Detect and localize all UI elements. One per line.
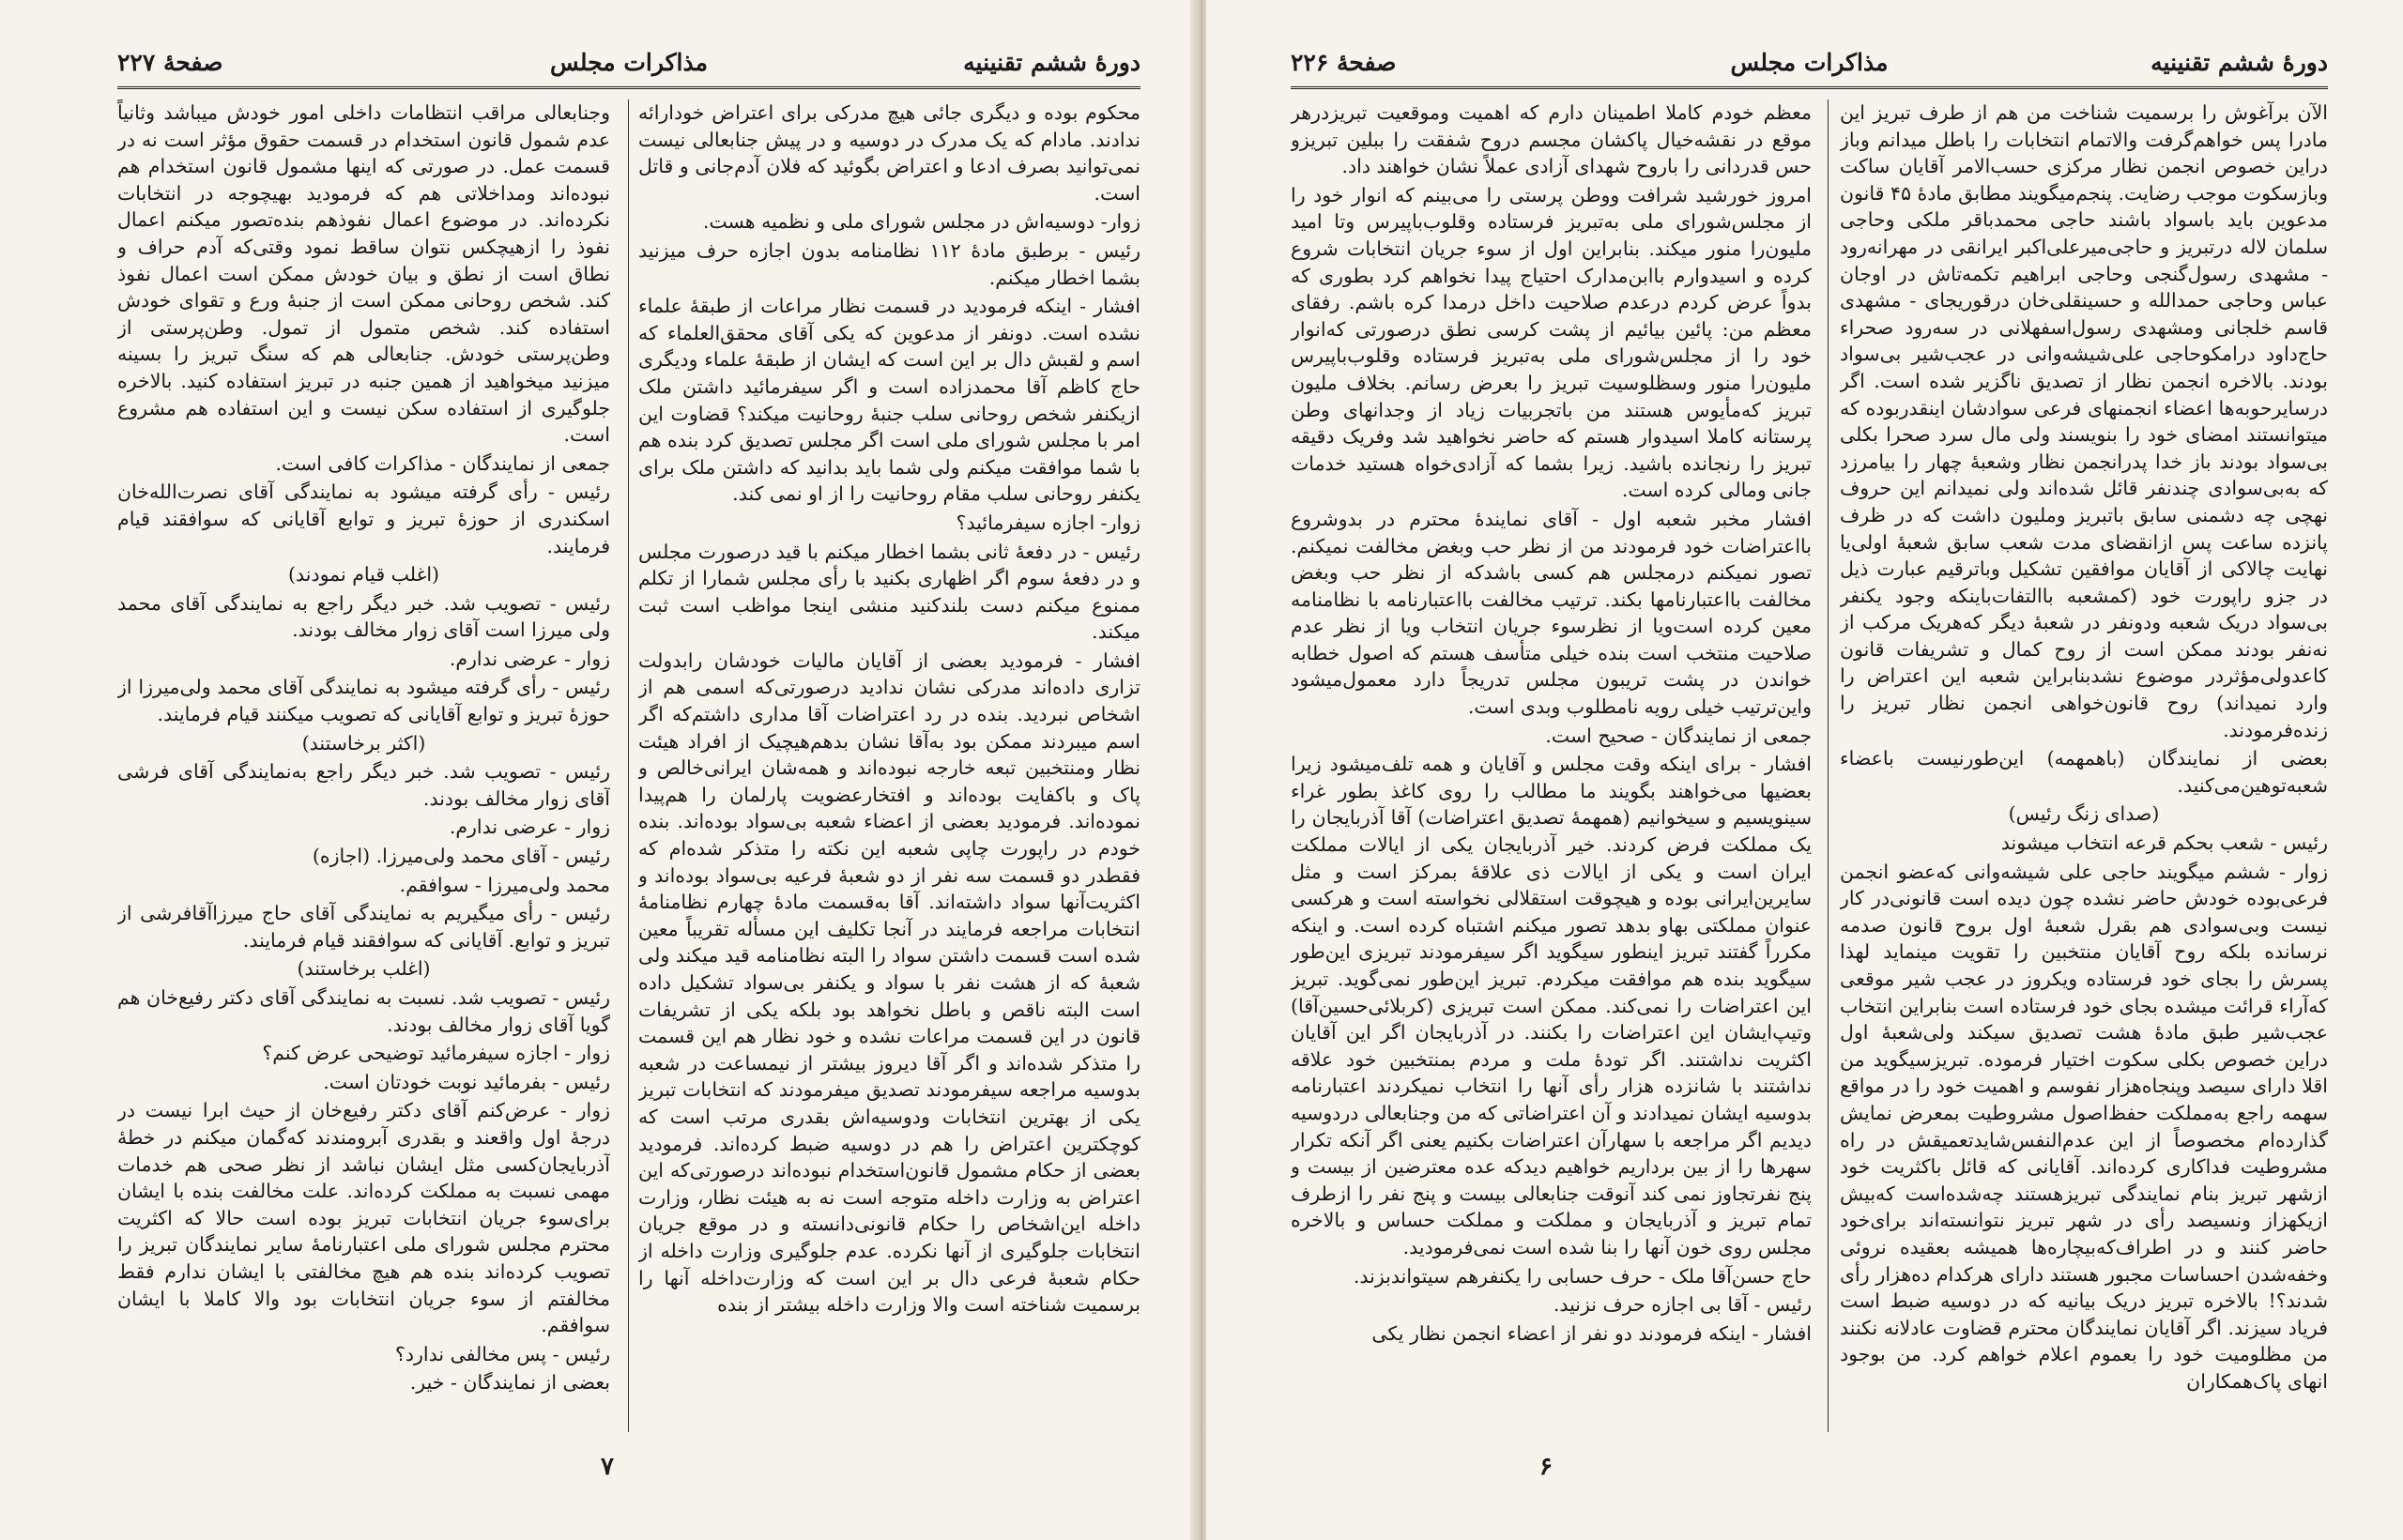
paragraph: محمد ولی‌میرزا - سوافقم. [399,873,610,896]
paragraph: رئیس - پس مخالفی ندارد؟ [395,1342,610,1365]
paragraph: رئیس - در دفعهٔ ثانی بشما اخطار میکنم با قید درصورت مجلس و در دفعهٔ سوم اگر اظهاری بکنید با رأی مجلس شمارا از تکلم ممنوع میکنم دست بلندکنید منشی اینجا مواظب است ثبت میکند. [638,540,1140,644]
paragraph: افشار - اینکه فرمودید در قسمت نظار مراعات از طبقهٔ علماء نشده است. دونفر از مدعوین که یکی آقای محقق‌العلماء که اسم و لقبش دال بر این است که ایشان از طبقهٔ علماء ودیگری حاج کاظم آقا محمدزاده است و اگر سیفرمائید داشتن ملک ازیکنفر شخص روحانی سلب جنبهٔ روحانیت میکند؟ قضاوت این امر با مجلس شورای ملی است اگر مجلس تصدیق کرد بنده هم با شما موافقت میکنم ولی شما باید بدانید که داشتن ملک برای یکنفر روحانی سلب مقام روحانیت را از او نمی کند. [638,295,1140,506]
paragraph: رئیس - تصویب شد. خبر دیگر راجع به نمایندگی آقای محمد ولی میرزا است آقای زوار مخالف بودند. [117,591,610,642]
paragraph: رئیس - آقا بی اجازه حرف نزنید. [1553,1293,1812,1317]
page-label: صفحهٔ ۲۲۷ [117,49,223,76]
paragraph: رئیس - رأی گرفته میشود به نمایندگی آقای محمد ولی‌میرزا از حوزهٔ تبریز و توابع آقایانی که تصویب میکنند قیام فرمایند. [117,676,610,726]
column-divider [628,99,629,1432]
left-page [0,0,1197,1540]
paragraph: الآن برآغوش را برسمیت شناخت من هم از طرف تبریز این مادرا پس خواهم‌گرفت والاتمام انتخابات را باطل میدانم وباز دراین خصوص انجمن نظار مرکزی حسب‌الامر آقایان ساکت وبازسکوت موجب رضایت. پنجم‌میگویند مطابق مادهٔ ۴۵ قانون مدعوین باید باسواد باشند حاجی محمدباقر ملکی وحاجی سلمان لاله درتبریز و حاجی‌میرعلی‌اکبر ایرانقی در مهرانه‌رود - مشهدی رسول‌گنجی وحاجی ابراهیم تکمه‌تاش در اوجان عباس وحاجی حمدالله و حسینقلی‌خان درقوریجای - مشهدی قاسم خلجانی ومشهدی رسول‌اسفهلانی در سه‌رود صحراء حاج‌داود درامکوحاجی علی‌شیشه‌وانی در عجب‌شیر بی‌سواد بودند. بالاخره انجمن نظار از تصدیق ناگزیر شده است. اگر درسایرحوبه‌ها اعضاء انجمنهای فرعی سوادشان اینقدربوده که میتوانستند امضای خود را بنویسند ولی مال سرد صحرا بکلی بی‌سواد بودند باز خدا پدرانجمن نظار وشعبهٔ چهار را بیامرزد که به‌بی‌سوادی چندنفر قائل شده‌اند ولی نمیدانم این حروف نهچی چه دشمنی سابق باتبریز وملیون داشت که در ظرف پانزده ساعت پس ازانقضای مدت شعب سابق شعبهٔ اولی‌یا نهایت چالاکی از آقایان موافقین تشکیل وباترقیم عبارت ذیل در جزو راپورت خود (کمشعبه باالتفات‌باینکه وجود یکنفر بی‌سواد دریک شعبه ودونفر در شعبهٔ دیگر که‌هریک مرکب از نه‌نفر بودند ممکن است از روح کمال و تشریفات قانون کاعدولی‌مؤثردر موضوع نشدبنابراین شعبه این اعتراض را وارد نمیداند) روح قانون‌خواهی انجمن نظار تبریز را زنده‌فرمودند. [1840,101,2328,741]
page-label: صفحهٔ ۲۲۶ [1291,49,1397,76]
right-page-column-left [1291,99,1812,1441]
paragraph: رئیس - تصویب شد. خبر دیگر راجع به‌نمایندگی آقای فرشی آقای زوار مخالف بودند. [117,760,610,810]
paragraph: زوار - ششم میگویند حاجی علی شیشه‌وانی که‌عضو انجمن فرعی‌بوده خودش حاضر نشده چون دیده است قانونی‌در کار نیست وبی‌سوادی هم بقرل شعبهٔ اول بروح قانون صدمه نرسانده بلکه روح آقایان منتخبین را تقویت مینماید لهذا پسرش را بجای خود فرستاده ویکروز در عجب شیر موقعی که‌آراء قرائت میشده بجای خود فرستاده است بنابراین انتخاب عجب‌شیر طبق مادهٔ هشت تصدیق سیکند ولی‌شعبهٔ اول دراین خصوص بکلی سکوت اختیار فرموده. تبریزسیگوید من اقلا دارای سیصد وپنجاه‌هزار نفوسم و اهمیت خود را در مواقع سهمه راجع به‌مملکت حفظ‌اصول مشروطیت بمعرض نمایش گذارده‌ام مخصوصاً از این عدم‌النفس‌شایدتعمیقش در راه مشروطیت فداکاری کرده‌اند. آقایانی که قائل باکثریت خود ازشهر تبریز بنام نمایندگی تبریزهستند چه‌شده‌است که‌بیش ازیکهزاز ونسیصد رأی در شهر تبریز نتوانسته‌اند برای‌خود حاضر کنند و در اطراف‌که‌بیچاره‌ها همیشه بعقیده نروئی وخفه‌شدن احساسات مجبور هستند دارای هرکدام ده‌هزار رأی شدند؟! بالاخره تبریز دریک بیانیه که در دوسیه ضبط است فریاد سیزند. اگر آقایان نمایندگان محترم قضاوت عادلانه نکنند من مظلومیت خود را بعموم اعلام خواهم کرد. من بوجود انهای پاک‌همکاران [1840,860,2328,1393]
paragraph: رئیس - آقای محمد ولی‌میرزا. (اجازه) [312,845,610,868]
paragraph: امروز خورشید شرافت ووطن پرستی را می‌بینم که انوار خود را از مجلس‌شورای ملی به‌تبریز فرستاده وقلوب‌باپیرس وتا امید ملیون‌را منور میکند. بنابراین اول از سوء جریان انتخابات شروع کرده و اسیدوارم باابن‌مدارک احتیاج پیدا نخواهم کرد بطوری که بدواً عرض کردم درعدم صلاحیت داخل درمدا کره باشم. رفقای معظم من: پائین بیائیم از پشت کرسی نطق درصورتی که‌انوار خود را از مجلس‌شورای ملی به‌تبریز فرستاده وقلوب‌باپیرس ملیون‌را منور وسظلوسیت تبریز را بعرض رسانم. بخلاف ملیون تبریز که‌مأیوس هستند من باتجربیات زیاد از وجدانهای وطن پرستانه کاملا اسیدوار هستم که حاضر نخواهید شد وفریک دقیقه تبریز را رنجانده باشید. زیرا بشما که آزادی‌خواه هستید خدمات جانی ومالی کرده است. [1291,183,1812,502]
paragraph: محکوم بوده و دیگری جائی هیچ مدرکی برای اعتراض خودارائه ندادند. مادام که یک مدرک در دوسیه و در پیش جنابعالی نیست نمی‌توانید بصرف ادعا و اعتراض بگوئید که فلان آدم‌جانی و قاتل است. [638,101,1140,205]
paragraph: بعضی از نمایندگان (باهمهمه) این‌طورنیست باعضاء شعبه‌توهین‌می‌کنید. [1840,747,2328,797]
paragraph: زوار - اجازه سیفرمائید توضیحی عرض کنم؟ [262,1042,610,1065]
paragraph: رئیس - تصویب شد. نسبت به نمایندگی آقای دکتر رفیع‌خان هم گویا آقای زوار مخالف بودند. [117,986,610,1036]
paragraph: زوار - عرض‌کنم آقای دکتر رفیع‌خان از حیث ابرا نیست در درجهٔ اول واقعند و بقدری آبرومندند که‌گمان میکنم در خطهٔ آذربایجان‌کسی مثل ایشان نباشد از نظر صحی هم خدمات مهمی نسبت به مملکت کرده‌اند. علت مخالفت بنده با ایشان برای‌سوء جریان انتخابات تبریز بوده است حالا که اکثریت محترم مجلس شورای ملی اعتبارنامهٔ سایر نمایندگان تبریز را تصویب کرده‌اند بنده هم هیچ مخالفتی با ایشان ندارم فقط مخالفتم از سوء جریان انتخابات بود والا کاملا با ایشان سوافقم. [117,1099,610,1337]
paragraph: بعضی از نمایندگان - خیر. [409,1371,610,1395]
column-divider [1828,99,1829,1432]
paragraph: افشار - اینکه فرمودند دو نفر از اعضاء انجمن نظار یکی [1371,1321,1812,1345]
section-title: مذاکرات مجلس [549,49,709,76]
left-page-header [117,49,1140,89]
left-page-column-right [638,99,1140,1441]
paragraph: زوار - عرضی ندارم. [449,816,610,839]
paragraph: افشار مخبر شعبه اول - آقای نمایندهٔ محترم در بدوشروع بااعتراضات خود فرمودند من از نظر حب وبغض مخالفت نمیکنم. تصور نمیکنم درمجلس هم کسی باشدکه از نظر حب وبغض مخالفت بااعتبارنامها بکند. ترتیب مخالفت بااعتبارنامه با نظامنامه معین کرده است‌ویا از نظرسوء جریان انتخاب ویا از نظر عدم صلاحیت منتخب است بنده خیلی متأسف هستم که اصول خطابه خواندن در پشت تریبون مجلس تدریجاً دارد معمول‌میشود واین‌ترتیب خیلی رویه نامطلوب وبدی است. [1291,507,1812,719]
paragraph: زوار- دوسیه‌اش در مجلس شورای ملی و نظمیه هست. [702,210,1140,234]
paragraph: وجنابعالی مراقب انتظامات داخلی امور خودش میباشد وثانیاً عدم شمول قانون استخدام در قسمت حقوق مؤثر است نه در قسمت عمل. در صورتی که اینها مشمول قانون استخدام هم نبوده‌اند ومداخلاتی هم که فرمودید بهیچوجه در انتخابات نکرده‌اند. در موضوع اعمال نفوذهم بنده‌تصور میکنم اعمال نفوذ را ازهیچکس نتوان ساقط نمود وقتی‌که آدم حراف و نطاق است از نطق و بیان خودش ممکن است اعمال نفوذ کند. شخص روحانی ممکن است از جنبهٔ ورع و تقوای خودش استفاده کند. شخص متمول از تمول. وطن‌پرستی از وطن‌پرستی خودش. جنابعالی هم که سنگ تبریز را بسینه میزنید میخواهید از همین جنبه در تبریز استفاده کنید. بالاخره جلوگیری از استفاده سکن نیست و این استفاده هم مشروع است. [117,101,610,447]
paragraph: افشار - فرمودید بعضی از آقایان مالیات خودشان رابدولت تزاری داده‌اند مدرکی نشان ندادید درصورتی‌که اسمی هم از اشخاص نبردید. بنده در رد اعتراضات آقا مداری داشتم‌که اگر اسم میبردند ممکن بود به‌آقا نشان بدهم‌هیچیک از افراد هیئت نظار ومنتخبین تبعه خارجه نبوده‌اند و همه‌شان ایرانی‌خالص و پاک و باکفایت بوده‌اند و افتخارعضویت پارلمان را هم‌پیدا نموده‌اند. فرمودید بعضی از اعضاء شعبه بی‌سواد بوده‌اند. بنده خودم در راپورت چاپی شعبه این نکته را متذکر شده‌ام که فقطدر دو قسمت سه نفر از دو شعبهٔ فرعیه بی‌سواد بوده‌اند و اکثریت‌آنها سواد داشته‌اند. آقا به‌قسمت مادهٔ چهارم نظامنامهٔ انتخابات مراجعه فرمایند در آنجا تکلیف این مسأله تقریباً معین شده است قسمت داشتن سواد را البته نظامنامه قید میکند ولی شعبهٔ که از هشت نفر با سواد و یکنفر بی‌سواد تشکیل داده است البته ناقص و باطل نخواهد بود بلکه یکی از تشریفات قانون در این قسمت مراعات نشده و خود نظار هم این قسمت را متذکر شده‌اند و اگر آقا دیروز بیشتر از نیمساعت در شعبه بدوسیه مراجعه سیفرمودند تصدیق میفرمودند که انتخابات تبریز یکی از بهترین انتخابات ودوسیه‌اش بقدری مرتب است که کوچکترین اعتراض را هم در دوسیه ضبط کرده‌اند. فرمودید بعضی از حکام مشمول قانون‌استخدام نبوده‌اند درصورتی‌که این اعتراض به وزارت داخله متوجه است نه به هیئت نظار، وزارت داخله این‌اشخاص را حکام قانونی‌دانسته و در موقع جریان انتخابات جلوگیری از آنها نکرده. عدم جلوگیری وزارت داخله از حکام شعبهٔ فرعی دال بر این است که وزارت‌داخله آنها را برسمیت شناخته است والا وزارت داخله بیشتر از بنده [638,648,1140,1317]
paragraph: زوار - عرضی ندارم. [449,647,610,670]
page-number: ۶ [1539,1453,1553,1481]
page-number: ۷ [601,1453,614,1481]
paragraph: رئیس - رأی میگیریم به نمایندگی آقای حاج میرزاآقافرشی از تبریز و توابع. آقایانی که سوافقند قیام فرمایند. [117,902,610,952]
stage-direction: (اکثر برخاستند) [301,731,426,755]
paragraph: رئیس - بفرمائید نوبت خودتان است. [323,1070,610,1093]
paragraph: حاج حسن‌آقا ملک - حرف حسابی را یکنفرهم سیتواندبزند. [1353,1264,1812,1288]
section-title: مذاکرات مجلس [1730,49,1889,76]
journal-title: دورهٔ ششم تقنینیه [963,49,1140,76]
stage-direction: (اغلب برخاستند) [297,957,431,981]
paragraph: رئیس - برطبق مادهٔ ۱۱۲ نظامنامه بدون اجازه حرف میزنید بشما اخطار میکنم. [638,238,1140,289]
paragraph: معظم خودم کاملا اطمینان دارم که اهمیت وموقعیت تبریزدرهر موقع در نقشه‌خیال پاکشان مجسم دروح شفقت را ببلین تبریزو حس قدردانی را باروح شهدای آزادی عملاً نشان خواهند داد. [1291,101,1812,178]
stage-direction: (اغلب قیام نمودند) [287,563,440,587]
paragraph: افشار - برای اینکه وقت مجلس و آقایان و همه تلف‌میشود زیرا بعضیها می‌خواهند بگویند ما مطالب را روی کاغذ بطور غراء سینویسیم و سیخوانیم (همهمهٔ تصدیق اعتراضات) آقا آذربایجان را یک مملکت فرض کردند. خیر آذربایجان یکی از ایالات مملکت ایران است و یکی از ایالات ذی علاقهٔ بمرکز است و مثل سایرین‌ایرانی بوده و هیچوقت استقلالی نخواسته است و هرکسی عنوان مملکتی بهاو بدهد تصور میکنم اشتباه کرده است. و اینکه مکرراً گفتند تبریز اینطور سیگوید اگر سیفرمودند تبریزی این‌طور سیگوید بنده هم موافقت میکردم. تبریز این‌طور نمی‌گوید. تبریز این اعتراضات را نمی‌کند. ممکن است تبریزی (کربلائی‌حسین‌آقا) وتیپ‌ایشان این اعتراضات را بکنند. در آذربایجان اگر این آقایان اکثریت نداشتند. اگر تودهٔ ملت و مردم بمنتخبین خود علاقه نداشتند با شانزده هزار رأی آنها را انتخاب نمیکردند اعتبارنامه بدوسیه ایشان نمیدادند و آن اعتراضاتی که من وجنابعالی دردوسیه دیدیم اگر مراجعه با سهارآن اعتراضات بکنیم یعنی اگر آنکه تکرار سهرها را از بین برداریم خواهیم دیدکه عده معترضین از بیست و پنج نفرتجاوز نمی کند آنوقت جنابعالی بیست و پنج نفر را ازطرف تمام تبریز و آذربایجان و مملکت و مملکت حساس و بالاخره مجلس روی خون آنها را بنا شده است نمی‌فرمودید. [1291,753,1812,1258]
paragraph: جمعی از نمایندگان - مذاکرات کافی است. [275,451,610,475]
paragraph: زوار- اجازه سیفرمائید؟ [956,511,1140,534]
paragraph: رئیس - شعب بحکم قرعه انتخاب میشوند [2000,831,2328,855]
right-page-header [1291,49,2328,89]
stage-direction: (صدای زنگ رئیس) [2008,802,2160,826]
paragraph: رئیس - رأی گرفته میشود به نمایندگی آقای نصرت‌الله‌خان اسکندری از حوزهٔ تبریز و توابع آقایانی که سوافقند قیام فرمایند. [117,480,610,557]
left-page-column-left [117,99,610,1441]
right-page [1206,0,2403,1540]
journal-title: دورهٔ ششم تقنینیه [2150,49,2328,76]
right-page-column-right [1840,99,2328,1441]
paragraph: جمعی از نمایندگان - صحیح است. [1545,724,1812,747]
